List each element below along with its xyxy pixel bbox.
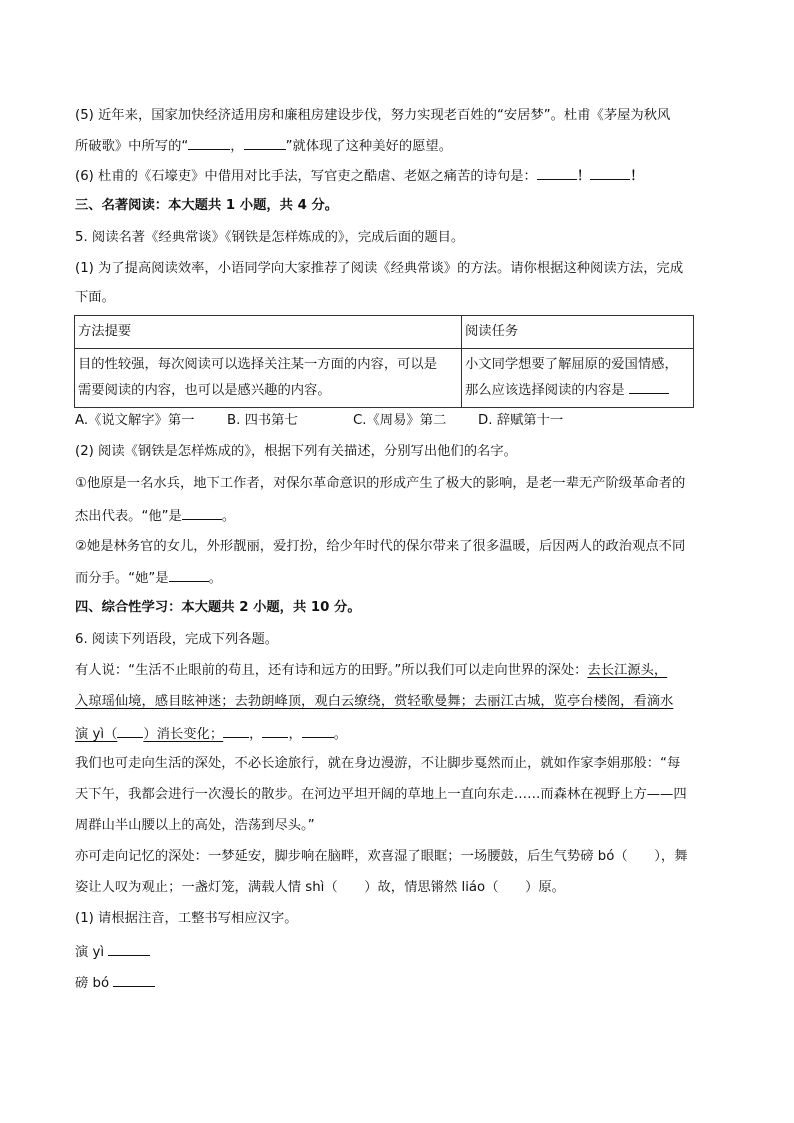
q5-line2-start: 所破歌》中所写的“ — [75, 139, 189, 154]
q5-line1: (5) 近年来，国家加快经济适用房和廉租房建设步伐，努力实现老百姓的“安居梦”。杜甫《茅屋为秋风 — [75, 108, 671, 123]
table-cell-method — [75, 349, 462, 408]
para2-line2: 天下午，我都会进行一次漫长的散步。在河边平坦开阔的草地上一直向东走……而森林在视野上方——四 — [75, 787, 687, 802]
q6-line-text: (6) 杜甫的《石壕吏》中借用对比手法，写官吏之酷虐、老妪之痛苦的诗句是： — [75, 169, 537, 184]
para2-line1: 我们也可走向生活的深处，不必长途旅行，就在身边漫游，不让脚步戛然而止，就如作家李娟那般：“每 — [75, 756, 681, 771]
exclaim-mark: ！ — [576, 169, 591, 184]
para3-line2: 姿让人叹为观止；一盏灯笼，满载人情 shì（ ）故，情思锵然 liáo（ ）原。 — [75, 880, 565, 895]
item2-line1: ②她是林务官的女儿，外形靓丽，爱打扮，给少年时代的保尔带来了很多温暖，后因两人的政治观点不同 — [75, 539, 686, 554]
answer-blank[interactable] — [169, 568, 209, 582]
question-5-intro: 5. 阅读名著《经典常谈》《钢铁是怎样炼成的》，完成后面的题目。 — [75, 230, 465, 245]
task-text-1: 小文同学想要了解屈原的爱国情感， — [465, 357, 678, 372]
q5-line2-end: ”就体现了这种美好的愿望。 — [285, 139, 453, 154]
answer-blank[interactable] — [244, 136, 286, 150]
question-6-intro: 6. 阅读下列语段，完成下列各题。 — [75, 632, 279, 647]
answer-blank[interactable] — [117, 724, 143, 738]
para1-period: 。 — [333, 727, 348, 742]
para2-line3: 周群山半山腰以上的高处，浩荡到尽头。” — [75, 818, 315, 833]
table-cell-task — [462, 349, 694, 408]
table-row — [75, 349, 694, 408]
para1-line1-text: 有人说：“生活不止眼前的苟且，还有诗和远方的田野。”所以我们可以走向世界的深处： — [75, 663, 588, 678]
answer-blank[interactable] — [182, 506, 222, 520]
answer-blank[interactable] — [302, 724, 334, 738]
para1-comma: ， — [288, 727, 302, 742]
answer-blank[interactable] — [590, 166, 630, 180]
item2-line2-text: 而分手。“她”是 — [75, 571, 169, 586]
q5-line2 — [75, 136, 725, 156]
method-text-1: 目的性较强，每次阅读可以选择关注某一方面的内容，可以是 — [78, 357, 438, 372]
para1-line3 — [75, 724, 725, 744]
table-header-method: 方法提要 — [75, 316, 462, 349]
answer-blank[interactable] — [629, 380, 669, 394]
section-4-heading: 四、综合性学习：本大题共 2 小题，共 10 分。 — [75, 600, 361, 615]
para1-line3-mid: ）消长变化； — [143, 727, 224, 742]
option-a[interactable]: A.《说文解字》第一 — [75, 413, 195, 428]
option-c[interactable]: C.《周易》第二 — [353, 413, 447, 428]
answer-bo-label: 磅 bó — [75, 976, 110, 991]
answer-blank[interactable] — [188, 136, 230, 150]
answer-yi — [75, 942, 725, 962]
table-header-task: 阅读任务 — [462, 316, 694, 349]
para1-line3-start: 演 yì（ — [75, 727, 118, 742]
task-text-2-label: 那么应该选择阅读的内容是 — [465, 383, 625, 398]
item2-line2 — [75, 568, 725, 588]
exclaim-mark: ！ — [630, 169, 644, 184]
answer-blank[interactable] — [113, 973, 155, 987]
q6-line — [75, 166, 725, 186]
answer-bo — [75, 973, 725, 993]
section-3-heading: 三、名著阅读：本大题共 1 小题，共 4 分。 — [75, 198, 339, 213]
item1-line1: ①他原是一名水兵，地下工作者，对保尔革命意识的形成产生了极大的影响，是老一辈无产阶级革命者的 — [75, 476, 686, 491]
para3-line1: 亦可走向记忆的深处：一梦延安，脚步响在脑畔，欢喜湿了眼眶；一场腰鼓，后生气势磅 bó（ ），舞 — [75, 849, 688, 864]
item1-line2 — [75, 506, 725, 526]
para1-comma: ， — [249, 727, 263, 742]
item1-line2-text: 杰出代表。“他”是 — [75, 509, 182, 524]
answer-yi-label: 演 yì — [75, 945, 105, 960]
task-text-2 — [465, 378, 690, 404]
underlined-phrase: 去长江源头， — [587, 663, 668, 678]
item1-line2-end: 。 — [221, 509, 236, 524]
q6-1: (1) 请根据注音，工整书写相应汉字。 — [75, 911, 298, 926]
q5-1-line1: (1) 为了提高阅读效率，小语同学向大家推荐了阅读《经典常谈》的方法。请你根据这种阅读方法，完成 — [75, 261, 684, 276]
reading-method-table — [74, 315, 694, 408]
para1-line1 — [75, 662, 725, 680]
answer-blank[interactable] — [223, 724, 249, 738]
answer-blank[interactable] — [108, 942, 150, 956]
answer-blank[interactable] — [537, 166, 577, 180]
para1-line2: 入琼瑶仙境，感目眩神迷；去勃朗峰顶，观白云缭绕，赏轻歌曼舞；去丽江古城，览亭台楼阁，看滴水 — [75, 694, 674, 709]
answer-blank[interactable] — [262, 724, 288, 738]
option-b[interactable]: B. 四书第七 — [227, 413, 298, 428]
item2-line2-end: 。 — [208, 571, 222, 586]
table-header-row — [75, 316, 694, 349]
method-text-2: 需要阅读的内容，也可以是感兴趣的内容。 — [78, 383, 331, 398]
q5-line2-comma: ， — [230, 139, 244, 154]
q5-2: (2) 阅读《钢铁是怎样炼成的》，根据下列有关描述，分别写出他们的名字。 — [75, 444, 517, 459]
q5-1-line2: 下面。 — [75, 290, 115, 305]
option-d[interactable]: D. 辞赋第十一 — [478, 413, 564, 428]
